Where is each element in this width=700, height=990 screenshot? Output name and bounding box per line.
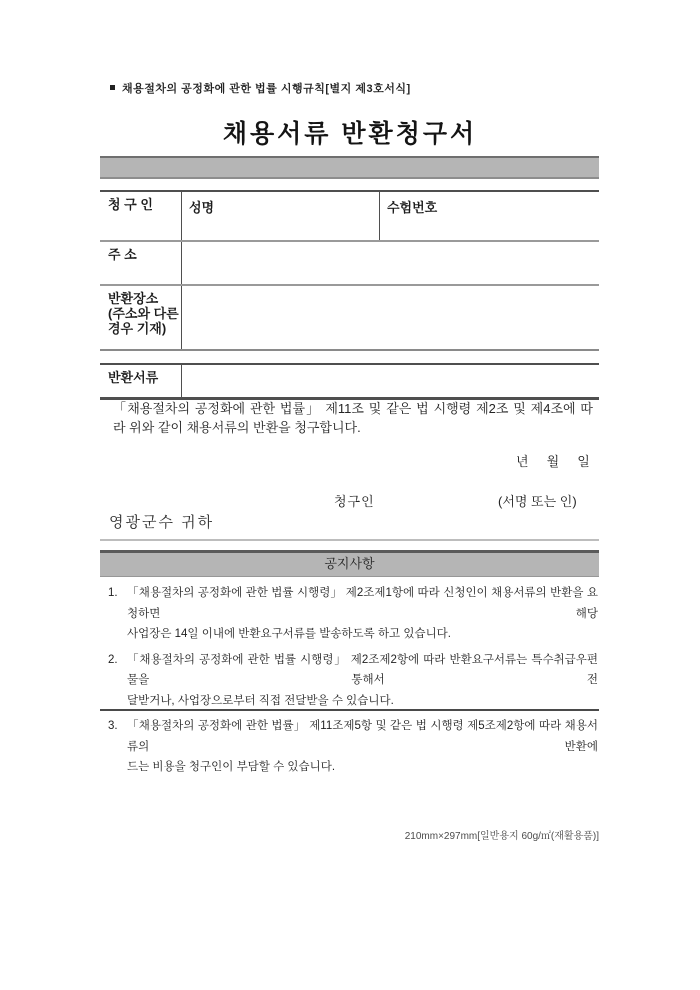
notice-item-2-number: 2.	[108, 653, 118, 666]
exam-number-field-cell	[379, 192, 599, 240]
page-title: 채용서류 반환청구서	[222, 120, 478, 148]
regulation-note	[110, 80, 411, 96]
notice-item-1-line1: 「채용절차의 공정화에 관한 법률 시행령」 제2조제1항에 따라 신청인이 채용서류의 반환을 요청하면 해당	[127, 587, 598, 620]
claimant-table	[100, 190, 599, 351]
signature-note: (서명 또는 인)	[498, 494, 577, 509]
paper-spec: 210mm×297mm[일반용지 60g/㎡(재활용품)]	[404, 831, 599, 842]
notice-item-2-line2: 달받거나, 사업장으로부터 직접 전달받을 수 있습니다.	[127, 694, 394, 707]
return-docs-field-cell	[181, 365, 599, 397]
table-row-claimant	[100, 192, 599, 240]
notice-item-3-body	[127, 716, 598, 778]
declaration-line2: 라 위와 같이 채용서류의 반환을 청구합니다.	[113, 420, 361, 435]
declaration-paragraph	[113, 399, 593, 437]
return-place-label-title: 반환장소	[108, 291, 159, 306]
return-docs-label: 반환서류	[108, 370, 159, 385]
address-label: 주 소	[108, 247, 137, 262]
return-place-field-cell	[181, 286, 599, 349]
applicant-label: 청구인	[334, 494, 375, 509]
notice-item-2	[108, 650, 598, 712]
square-bullet-icon	[110, 85, 115, 90]
return-documents-table	[100, 363, 599, 400]
notice-item-1-number: 1.	[108, 587, 118, 599]
section-divider-line	[100, 539, 599, 541]
notice-item-1	[108, 583, 598, 645]
table-row-address	[100, 240, 599, 284]
name-field-cell	[181, 192, 379, 240]
notice-item-3	[108, 716, 598, 778]
return-place-label	[100, 286, 181, 349]
return-place-note-line1: (주소와 다른	[108, 306, 179, 321]
notice-header-bar: 공지사항	[100, 550, 599, 577]
title-separator-bar	[100, 156, 599, 179]
date-fields: 년 월 일	[516, 454, 590, 469]
notice-item-3-line1: 「채용절차의 공정화에 관한 법률」 제11조제5항 및 같은 법 시행령 제5조제2항에 따라 채용서류의 반환에	[127, 720, 598, 753]
exam-number-label: 수험번호	[387, 200, 438, 215]
notice-item-3-number: 3.	[108, 720, 118, 732]
notice-item-1-body	[127, 583, 598, 645]
notice-item-2-line1: 「채용절차의 공정화에 관한 법률 시행령」 제2조제2항에 따라 반환요구서류는 특수취급우편물을 통해서 전	[127, 653, 598, 686]
notice-item-1-line2: 사업장은 14일 이내에 반환요구서류를 발송하도록 하고 있습니다.	[127, 628, 451, 640]
address-field-cell	[181, 242, 599, 284]
table-row-return-docs	[100, 365, 599, 397]
regulation-note-text: 채용절차의 공정화에 관한 법률 시행규칙[별지 제3호서식]	[122, 83, 411, 95]
notice-item-2-body	[127, 650, 598, 712]
notice-list	[108, 583, 598, 783]
name-label: 성명	[189, 200, 215, 215]
notice-item-3-line2: 드는 비용을 청구인이 부담할 수 있습니다.	[127, 761, 336, 773]
claimant-label: 청 구 인	[108, 197, 153, 212]
notice-bottom-rule	[100, 709, 599, 711]
declaration-line1: 「채용절차의 공정화에 관한 법률」 제11조 및 같은 법 시행령 제2조 및 제4조에 따	[113, 401, 593, 416]
addressee: 영광군수 귀하	[109, 514, 215, 531]
return-place-note-line2: 경우 기재)	[108, 321, 167, 336]
table-row-return-place	[100, 284, 599, 351]
